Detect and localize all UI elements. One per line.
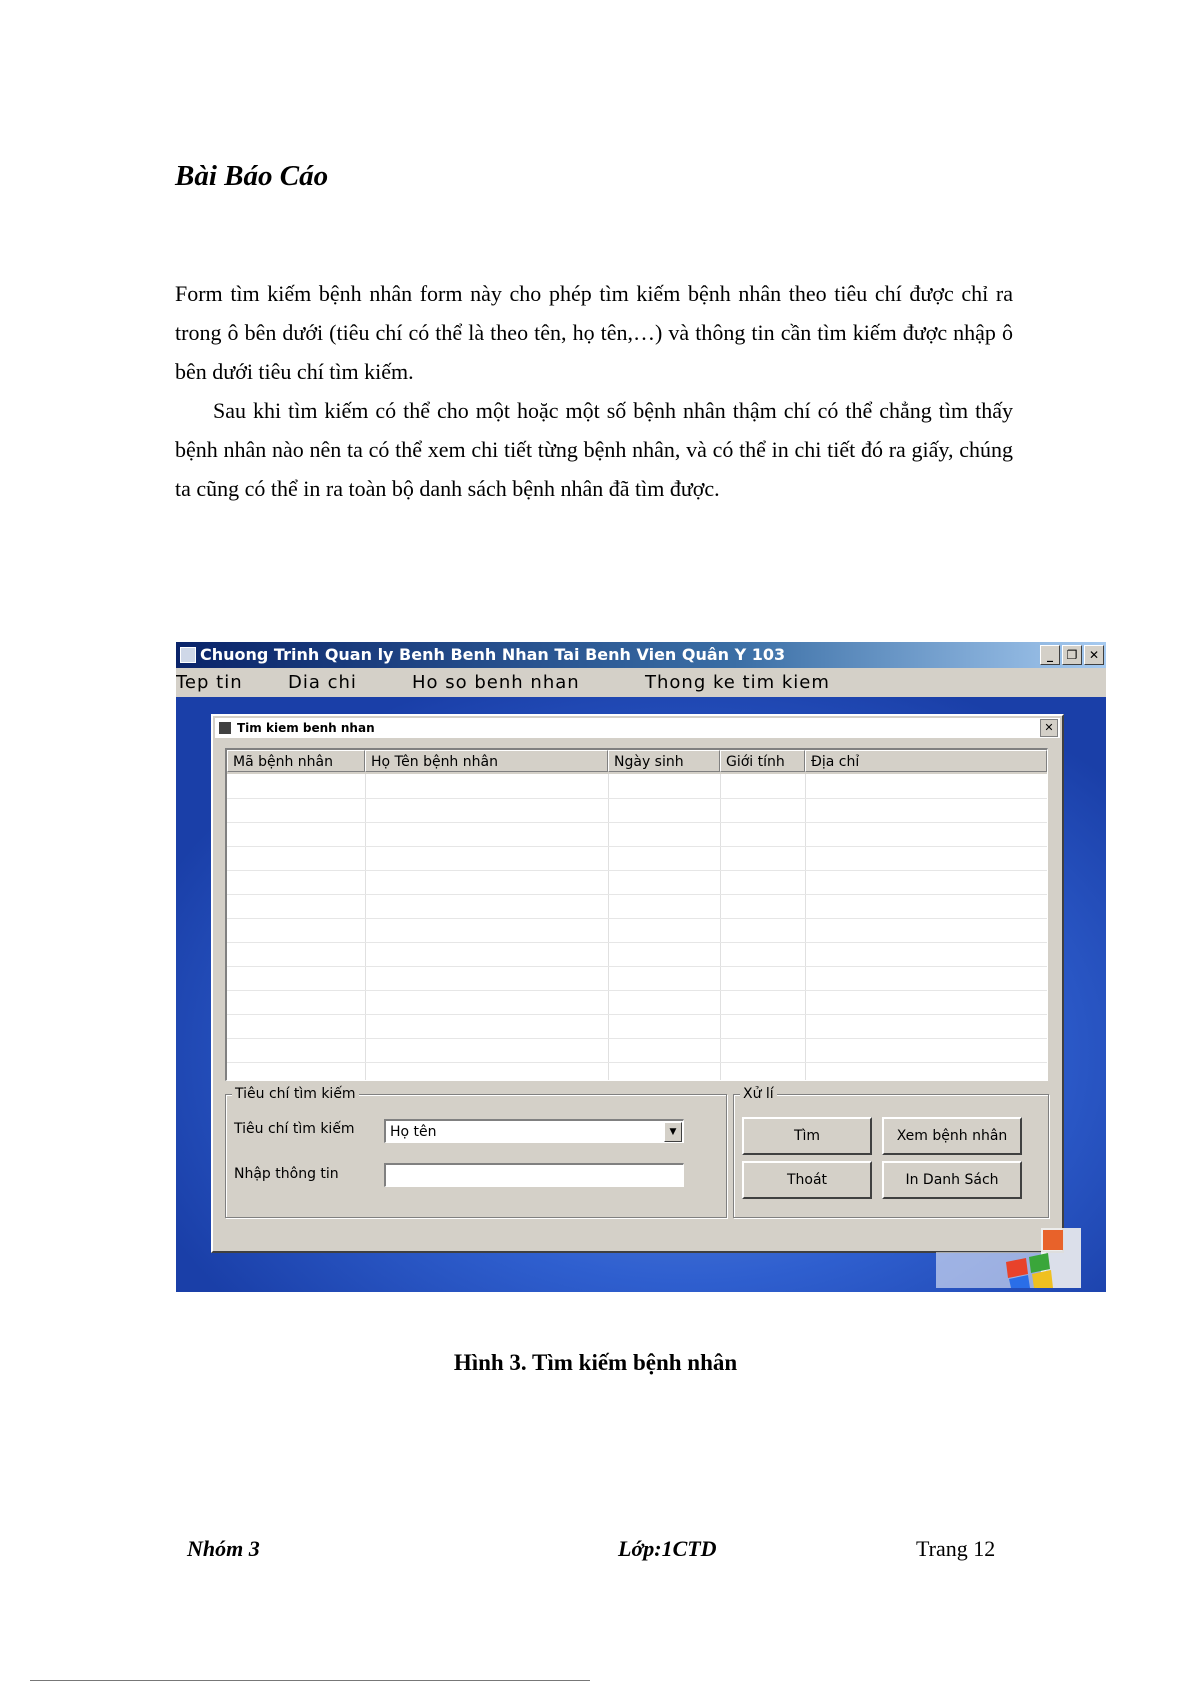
footer-group: Nhóm 3 (187, 1536, 260, 1561)
grid-row-line (227, 918, 1047, 919)
grid-row-line (227, 990, 1047, 991)
menu-dia-chi[interactable]: Dia chi (288, 672, 357, 693)
print-list-button[interactable]: In Danh Sách (882, 1161, 1022, 1199)
bottom-rule (30, 1680, 590, 1681)
dialog-titlebar (215, 718, 1060, 738)
screenshot-figure (176, 642, 1106, 1292)
grid-row-line (227, 942, 1047, 943)
view-patient-button[interactable]: Xem bệnh nhân (882, 1117, 1022, 1155)
grid-row-line (227, 798, 1047, 799)
col-header-dia-chi[interactable]: Địa chỉ (805, 750, 1047, 772)
action-group (733, 1086, 1049, 1218)
close-button[interactable]: ✕ (1084, 645, 1104, 665)
dialog-close-button[interactable]: ✕ (1040, 719, 1058, 737)
figure-caption: Hình 3. Tìm kiếm bệnh nhân (453, 1350, 738, 1375)
grid-row-line (227, 1062, 1047, 1063)
app-menubar (176, 668, 1106, 697)
search-criteria-group-title: Tiêu chí tìm kiếm (232, 1085, 359, 1103)
menu-thong-ke-tim-kiem[interactable]: Thong ke tim kiem (645, 672, 830, 693)
search-dialog (211, 714, 1064, 1253)
search-button[interactable]: Tìm (742, 1117, 872, 1155)
grid-row-line (227, 1038, 1047, 1039)
app-icon (180, 647, 196, 663)
app-title: Chuong Trinh Quan ly Benh Benh Nhan Tai Benh Vien Quân Y 103 (200, 645, 786, 664)
grid-column-line (805, 774, 806, 1080)
search-input[interactable] (384, 1163, 684, 1187)
criteria-select[interactable] (384, 1119, 684, 1143)
exit-button[interactable]: Thoát (742, 1161, 872, 1199)
input-label: Nhập thông tin (234, 1166, 339, 1182)
grid-header (227, 750, 1047, 774)
grid-row-line (227, 870, 1047, 871)
footer-class: Lớp:1CTD (618, 1536, 717, 1561)
grid-row-line (227, 1014, 1047, 1015)
grid-row-line (227, 894, 1047, 895)
paragraph-1: Form tìm kiếm bệnh nhân form này cho phép tìm kiếm bệnh nhân theo tiêu chí được chỉ ra trong ô bên dưới (tiêu chí có thể là theo tên, họ tên,…) và thông tin cần tìm kiếm được nhập ô bên dưới tiêu chí tìm kiếm. (175, 281, 1013, 384)
grid-column-line (608, 774, 609, 1080)
col-header-gioi-tinh[interactable]: Giới tính (720, 750, 805, 772)
page-header-title: Bài Báo Cáo (175, 160, 329, 192)
grid-column-line (720, 774, 721, 1080)
menu-tep-tin[interactable]: Tep tin (176, 672, 243, 693)
restore-button[interactable]: ❐ (1062, 645, 1082, 665)
dialog-title: Tim kiem benh nhan (237, 721, 375, 735)
paragraph-2: Sau khi tìm kiếm có thể cho một hoặc một số bệnh nhân thậm chí có thể chẳng tìm thấy bệnh nhân nào nên ta có thể xem chi tiết từng bệnh nhân, và có thể in chi tiết đó ra giấy, chúng ta cũng có thể in ra toàn bộ danh sách bệnh nhân đã tìm được. (175, 398, 1013, 501)
footer-page-number: Trang 12 (916, 1536, 996, 1561)
menu-ho-so-benh-nhan[interactable]: Ho so benh nhan (412, 672, 580, 693)
minimize-button[interactable]: _ (1040, 645, 1060, 665)
search-criteria-group (225, 1086, 727, 1218)
grid-column-line (365, 774, 366, 1080)
col-header-ngay-sinh[interactable]: Ngày sinh (608, 750, 720, 772)
patient-grid[interactable] (225, 748, 1048, 1081)
grid-row-line (227, 822, 1047, 823)
col-header-ho-ten[interactable]: Họ Tên bệnh nhân (365, 750, 608, 772)
grid-row-line (227, 966, 1047, 967)
chevron-down-icon[interactable]: ▼ (664, 1122, 682, 1142)
dialog-icon (219, 722, 231, 734)
windows-logo-icon (936, 1222, 1086, 1288)
grid-row-line (227, 846, 1047, 847)
app-titlebar (176, 642, 1106, 668)
col-header-ma-benh-nhan[interactable]: Mã bệnh nhân (227, 750, 365, 772)
criteria-selected-value: Họ tên (390, 1124, 437, 1140)
window-controls (1040, 645, 1104, 665)
action-group-title: Xử lí (740, 1085, 777, 1103)
criteria-label: Tiêu chí tìm kiếm (234, 1121, 355, 1137)
body-text (175, 274, 1013, 508)
